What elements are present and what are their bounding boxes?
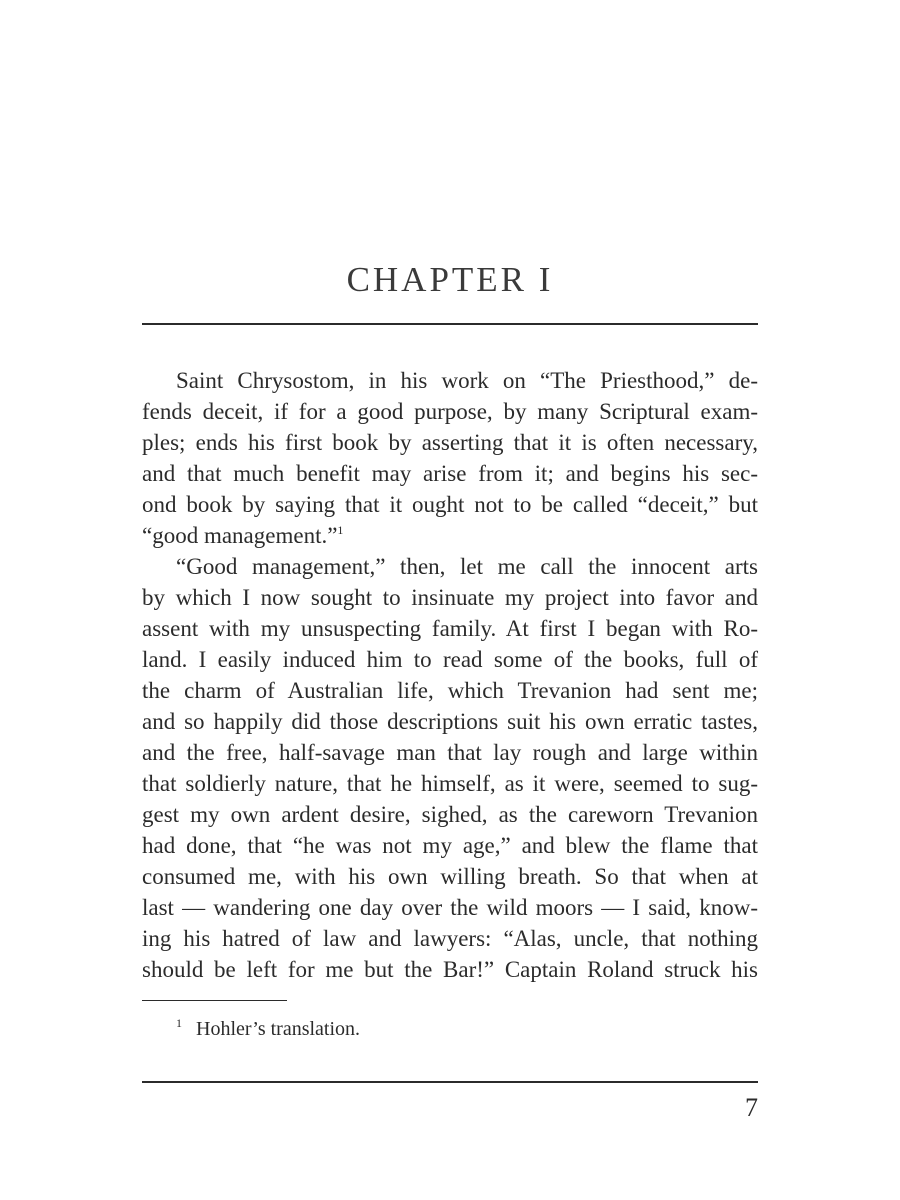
text-line: “good management.”	[142, 523, 338, 548]
footer-rule	[142, 1081, 758, 1083]
footnote-separator	[142, 1000, 287, 1001]
text-line: assent with my unsuspecting family. At first I began with Ro-	[142, 616, 758, 641]
text-line: the charm of Australian life, which Trevanion had sent me;	[142, 678, 758, 703]
text-line: by which I now sought to insinuate my project into favor and	[142, 585, 758, 610]
text-line: ples; ends his first book by asserting that it is often necessary,	[142, 430, 758, 455]
chapter-title: CHAPTER I	[346, 260, 554, 299]
text-line: and the free, half-savage man that lay rough and large within	[142, 740, 758, 765]
text-line: land. I easily induced him to read some of the books, full of	[142, 647, 758, 672]
text-line-with-footnote	[142, 520, 758, 551]
text-line: had done, that “he was not my age,” and blew the flame that	[142, 833, 758, 858]
text-line: that soldierly nature, that he himself, as it were, seemed to sug-	[142, 771, 758, 796]
body-text	[142, 365, 758, 985]
text-line: gest my own ardent desire, sighed, as the careworn Trevanion	[142, 802, 758, 827]
text-line: ing his hatred of law and lawyers: “Alas, uncle, that nothing	[142, 926, 758, 951]
footnote-reference[interactable]: 1	[337, 523, 344, 537]
text-line: consumed me, with his own willing breath. So that when at	[142, 864, 758, 889]
text-line: “Good management,” then, let me call the innocent arts	[176, 554, 758, 579]
footnote	[176, 1010, 360, 1042]
text-line: last — wandering one day over the wild moors — I said, know-	[142, 895, 758, 920]
page-number: 7	[745, 1093, 758, 1122]
text-line: and so happily did those descriptions suit his own erratic tastes,	[142, 709, 758, 734]
footnote-marker: 1	[176, 1016, 182, 1030]
text-line: and that much benefit may arise from it; and begins his sec-	[142, 461, 758, 486]
chapter-top-rule	[142, 323, 758, 325]
text-line: ond book by saying that it ought not to be called “deceit,” but	[142, 492, 758, 517]
text-line: fends deceit, if for a good purpose, by many Scriptural exam-	[142, 399, 758, 424]
text-line: Saint Chrysostom, in his work on “The Priesthood,” de-	[176, 368, 758, 393]
footnote-text: Hohler’s translation.	[196, 1018, 361, 1040]
text-line: should be left for me but the Bar!” Captain Roland struck his	[142, 957, 758, 982]
